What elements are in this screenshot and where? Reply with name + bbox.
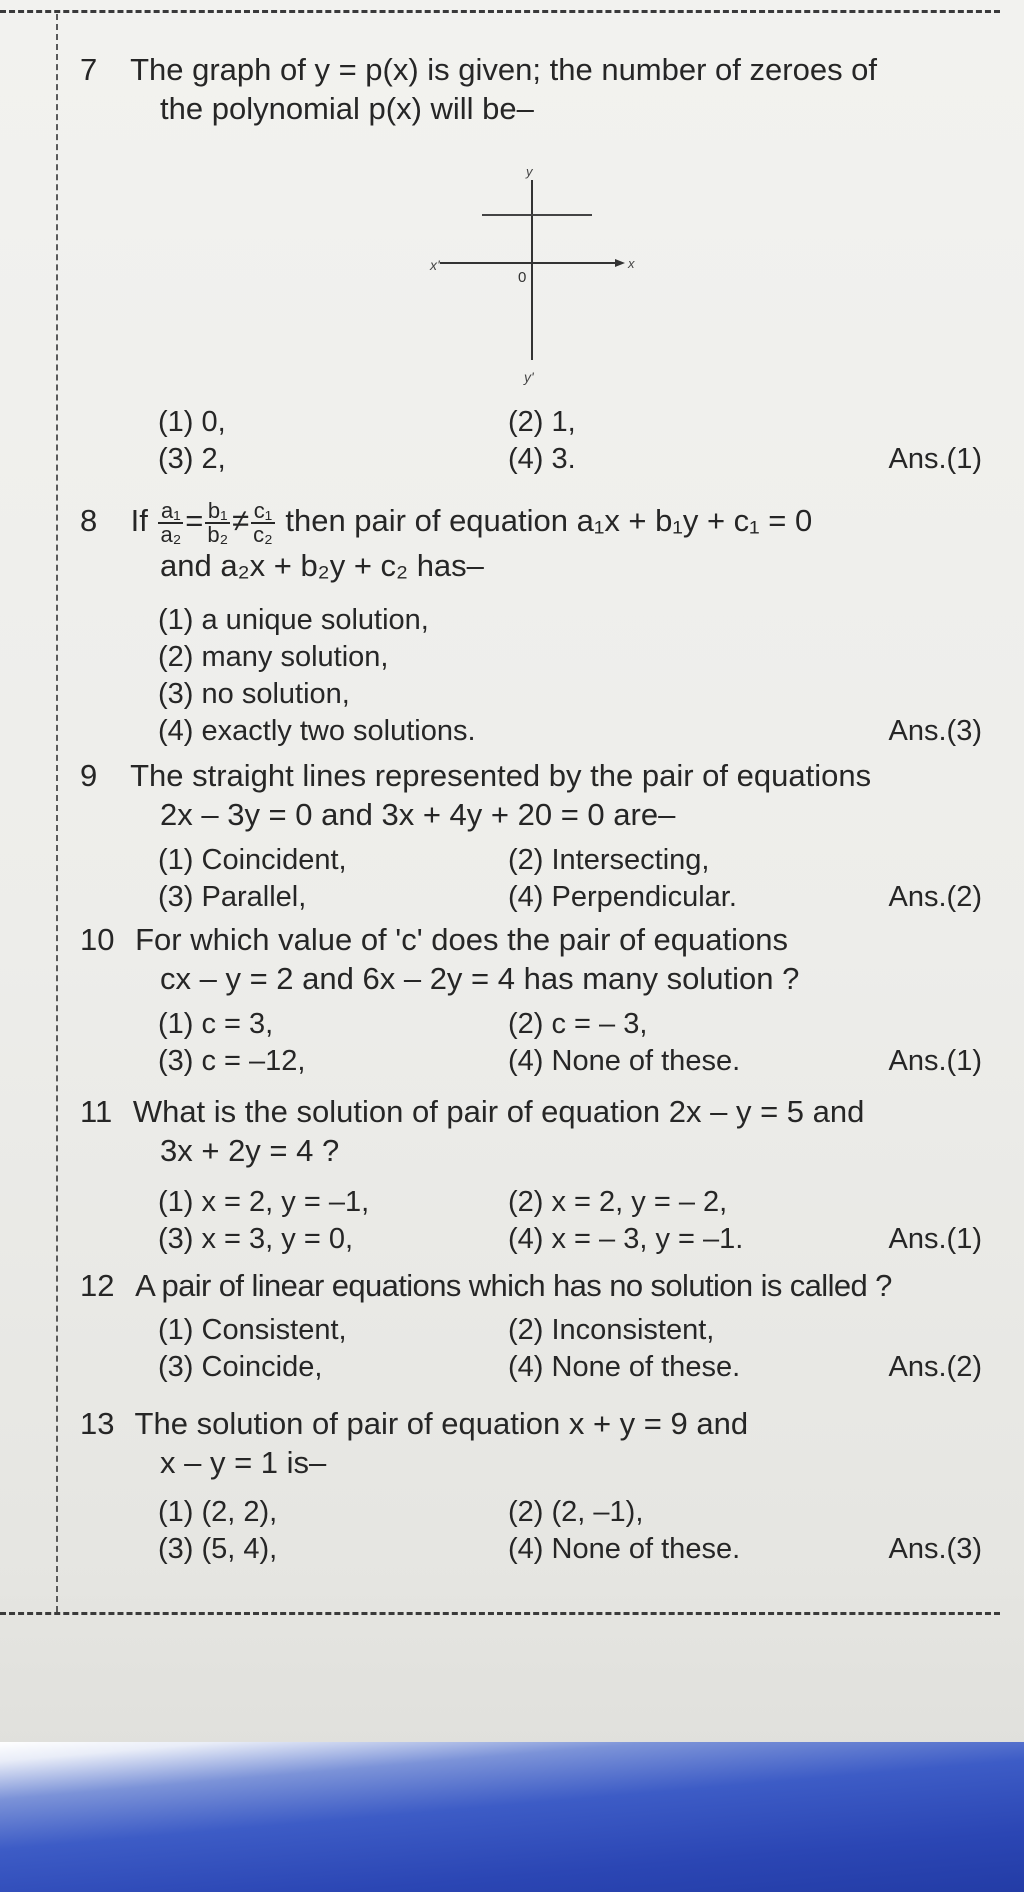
y-label: y (526, 164, 533, 179)
answer: Ans.(1) (888, 1223, 982, 1255)
option-2: (2) Inconsistent, (508, 1314, 715, 1346)
option-3: (3) Parallel, (158, 881, 307, 913)
left-dashed-margin (56, 14, 58, 1612)
question-text: The straight lines represented by the pair of equations (130, 758, 872, 793)
x-neg-label: x' (430, 257, 440, 273)
option-3: (3) x = 3, y = 0, (158, 1223, 354, 1255)
option-1: (1) (2, 2), (158, 1496, 278, 1528)
question-number: 7 (80, 52, 98, 87)
equals-sign: = (185, 503, 204, 539)
answer: Ans.(3) (888, 1533, 982, 1565)
question-7 (80, 50, 998, 128)
question-text-cont: 2x – 3y = 0 and 3x + 4y + 20 = 0 are– (160, 797, 676, 832)
option-1: (1) Consistent, (158, 1314, 347, 1346)
answer: Ans.(1) (888, 443, 982, 475)
question-12 (80, 1266, 998, 1305)
answer: Ans.(2) (888, 881, 982, 913)
option-4: (4) Perpendicular. (508, 881, 737, 913)
option-3: (3) Coincide, (158, 1351, 323, 1383)
not-equal-sign: ≠ (232, 503, 250, 539)
fraction-c1-c2: $\frac{\text{c₁}}{\text{c₂}}$ (253, 498, 273, 547)
option-1: (1) Coincident, (158, 844, 347, 876)
question-text: For which value of 'c' does the pair of equations (135, 922, 788, 957)
bottom-dashed-border (0, 1612, 1000, 1615)
question-number: 11 (80, 1094, 113, 1129)
question-text: The solution of pair of equation x + y = 9 and (134, 1406, 749, 1441)
question-text: A pair of linear equations which has no solution is called ? (135, 1268, 892, 1303)
options-7 (158, 404, 998, 478)
options-13 (158, 1494, 998, 1568)
answer: Ans.(2) (888, 1351, 982, 1383)
option-2: (2) (2, –1), (508, 1496, 644, 1528)
question-13 (80, 1404, 998, 1482)
question-9 (80, 756, 998, 834)
fraction-b1-b2: $\frac{\text{b₁}}{\text{b₂}}$ (207, 498, 229, 547)
options-10 (158, 1006, 998, 1080)
question-text-cont: 3x + 2y = 4 ? (160, 1133, 340, 1168)
if-word: If (130, 503, 148, 539)
option-4: (4) exactly two solutions. (158, 715, 476, 747)
top-dashed-border (0, 10, 1000, 13)
option-2: (2) many solution, (158, 641, 389, 673)
option-1: (1) 0, (158, 406, 226, 438)
question-text-cont: the polynomial p(x) will be– (160, 91, 534, 126)
option-2: (2) c = – 3, (508, 1008, 648, 1040)
option-2: (2) x = 2, y = – 2, (508, 1186, 728, 1218)
question-text: What is the solution of pair of equation 2x – y = 5 and (132, 1094, 865, 1129)
blue-background-cloth (0, 1742, 1024, 1892)
option-4: (4) None of these. (508, 1351, 741, 1383)
origin-label: 0 (518, 269, 527, 286)
option-3: (3) no solution, (158, 678, 350, 710)
option-2: (2) 1, (508, 406, 576, 438)
question-text: The graph of y = p(x) is given; the number of zeroes of (130, 52, 878, 87)
question-text: then pair of equation a₁x + b₁y + c₁ = 0 (285, 503, 813, 539)
y-neg-label: y' (524, 369, 534, 385)
option-1: (1) a unique solution, (158, 604, 429, 636)
option-2: (2) Intersecting, (508, 844, 710, 876)
question-11 (80, 1092, 998, 1170)
options-8 (158, 602, 998, 750)
question-10 (80, 920, 998, 998)
question-8 (80, 500, 998, 585)
options-9 (158, 842, 998, 916)
x-label: x (628, 256, 635, 271)
option-4: (4) None of these. (508, 1045, 741, 1077)
question-number: 13 (80, 1406, 115, 1441)
x-axis-arrow (615, 259, 625, 267)
option-3: (3) (5, 4), (158, 1533, 278, 1565)
question-text-cont: cx – y = 2 and 6x – 2y = 4 has many solution ? (160, 961, 800, 996)
fraction-a1-a2: $\frac{\text{a₁}}{\text{a₂}}$ (160, 498, 182, 547)
option-4: (4) 3. (508, 443, 576, 475)
polynomial-graph (410, 160, 640, 390)
option-3: (3) c = –12, (158, 1045, 306, 1077)
options-12 (158, 1312, 998, 1386)
answer: Ans.(3) (888, 715, 982, 747)
question-text-cont: x – y = 1 is– (160, 1445, 327, 1480)
option-4: (4) None of these. (508, 1533, 741, 1565)
question-number: 9 (80, 758, 98, 793)
option-4: (4) x = – 3, y = –1. (508, 1223, 744, 1255)
option-1: (1) c = 3, (158, 1008, 274, 1040)
answer: Ans.(1) (888, 1045, 982, 1077)
option-1: (1) x = 2, y = –1, (158, 1186, 370, 1218)
question-number: 8 (80, 503, 98, 539)
question-number: 12 (80, 1268, 115, 1303)
options-11 (158, 1184, 998, 1258)
option-3: (3) 2, (158, 443, 226, 475)
question-number: 10 (80, 922, 115, 957)
question-text-cont: and a₂x + b₂y + c₂ has– (160, 548, 484, 583)
